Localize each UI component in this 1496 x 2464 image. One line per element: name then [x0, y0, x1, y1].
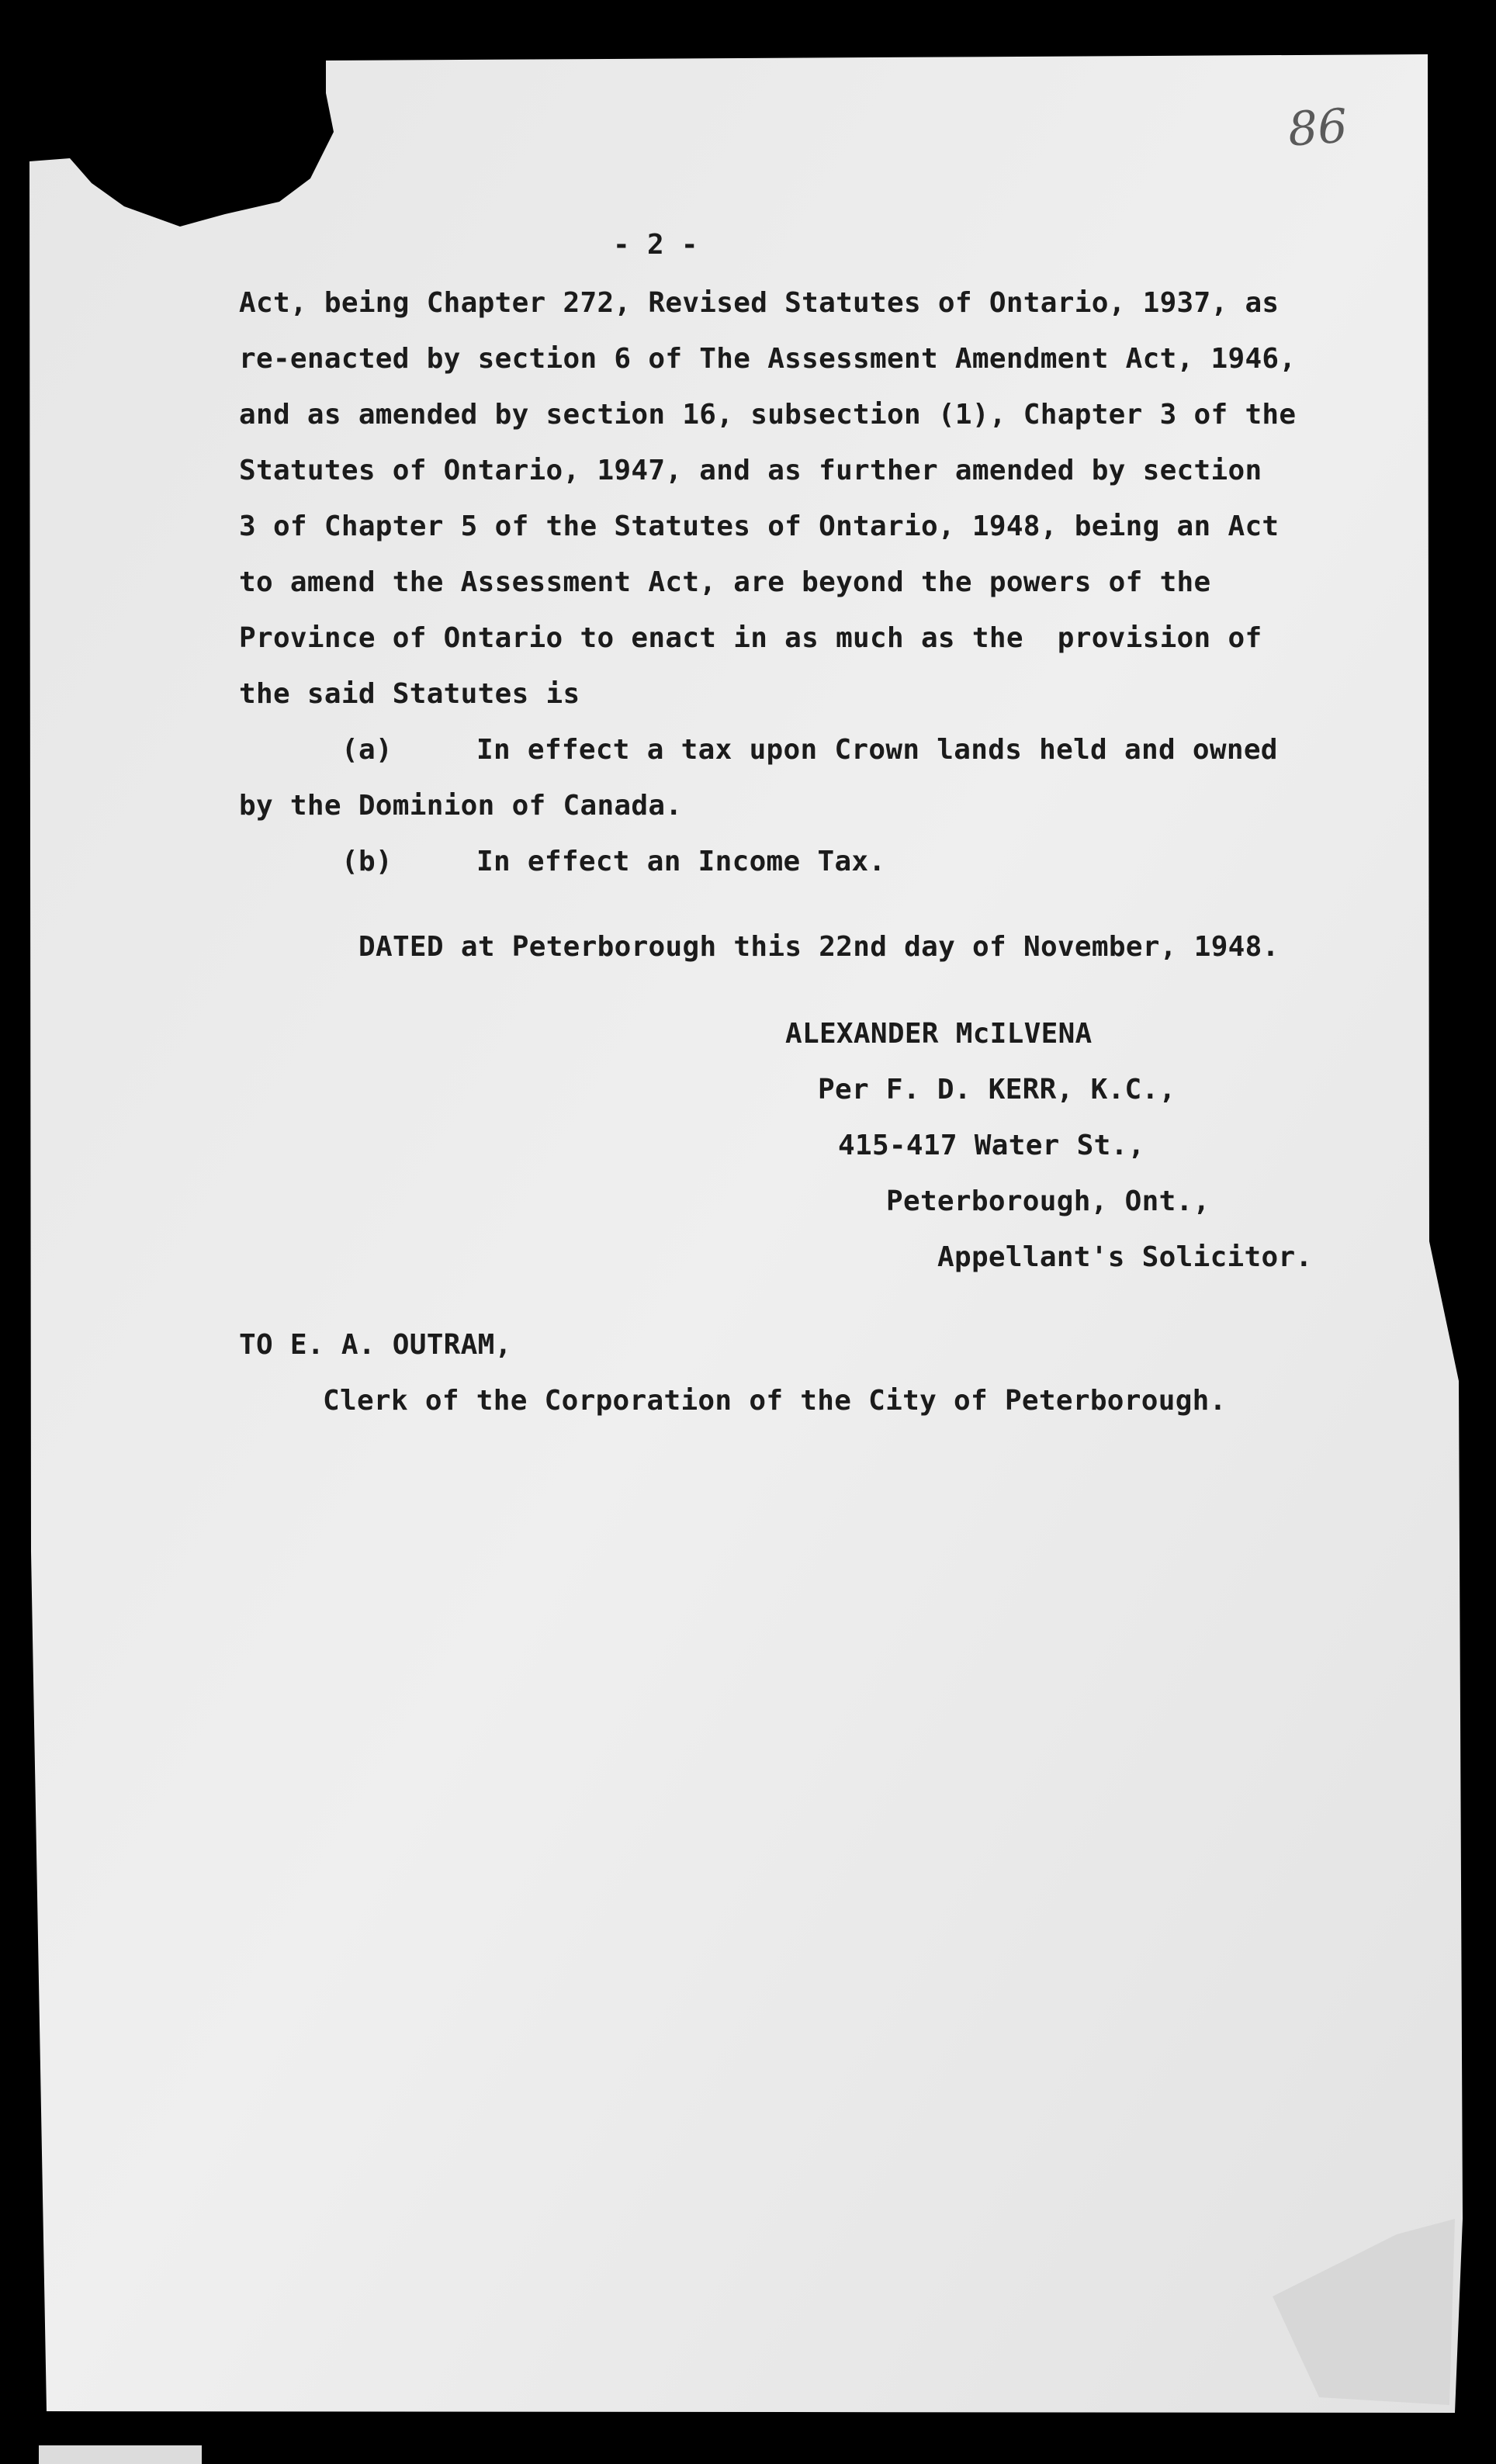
body-line: and as amended by section 16, subsection (1), Chapter 3 of the [239, 399, 1297, 431]
item-text: In effect an Income Tax. [476, 846, 886, 877]
item-marker: (b) [341, 846, 393, 877]
item-continuation: by the Dominion of Canada. [239, 790, 683, 822]
body-line: Province of Ontario to enact in as much as the provision of [239, 622, 1262, 654]
signature-line: 415-417 Water St., [838, 1130, 1145, 1161]
signature-line: ALEXANDER McILVENA [785, 1018, 1093, 1050]
body-line: to amend the Assessment Act, are beyond the powers of the [239, 566, 1211, 598]
addressee-to: TO E. A. OUTRAM, [239, 1329, 512, 1361]
body-line: Act, being Chapter 272, Revised Statutes of Ontario, 1937, as [239, 287, 1280, 319]
item-text: In effect a tax upon Crown lands held and owned [476, 734, 1278, 766]
body-line: 3 of Chapter 5 of the Statutes of Ontario, 1948, being an Act [239, 510, 1280, 542]
signature-line: Per F. D. KERR, K.C., [818, 1074, 1176, 1106]
body-line: re-enacted by section 6 of The Assessment Amendment Act, 1946, [239, 343, 1297, 375]
signature-line: Peterborough, Ont., [886, 1185, 1210, 1217]
film-label-strip [39, 2445, 202, 2464]
handwritten-page-number: 86 [1286, 99, 1349, 157]
signature-line: Appellant's Solicitor. [937, 1241, 1313, 1273]
page-marker: - 2 - [613, 229, 698, 261]
item-marker: (a) [341, 734, 393, 766]
body-line: Statutes of Ontario, 1947, and as further amended by section [239, 455, 1262, 486]
addressee-title: Clerk of the Corporation of the City of Peterborough. [323, 1385, 1227, 1417]
dated-line: DATED at Peterborough this 22nd day of November, 1948. [358, 931, 1280, 963]
body-line: the said Statutes is [239, 678, 580, 710]
